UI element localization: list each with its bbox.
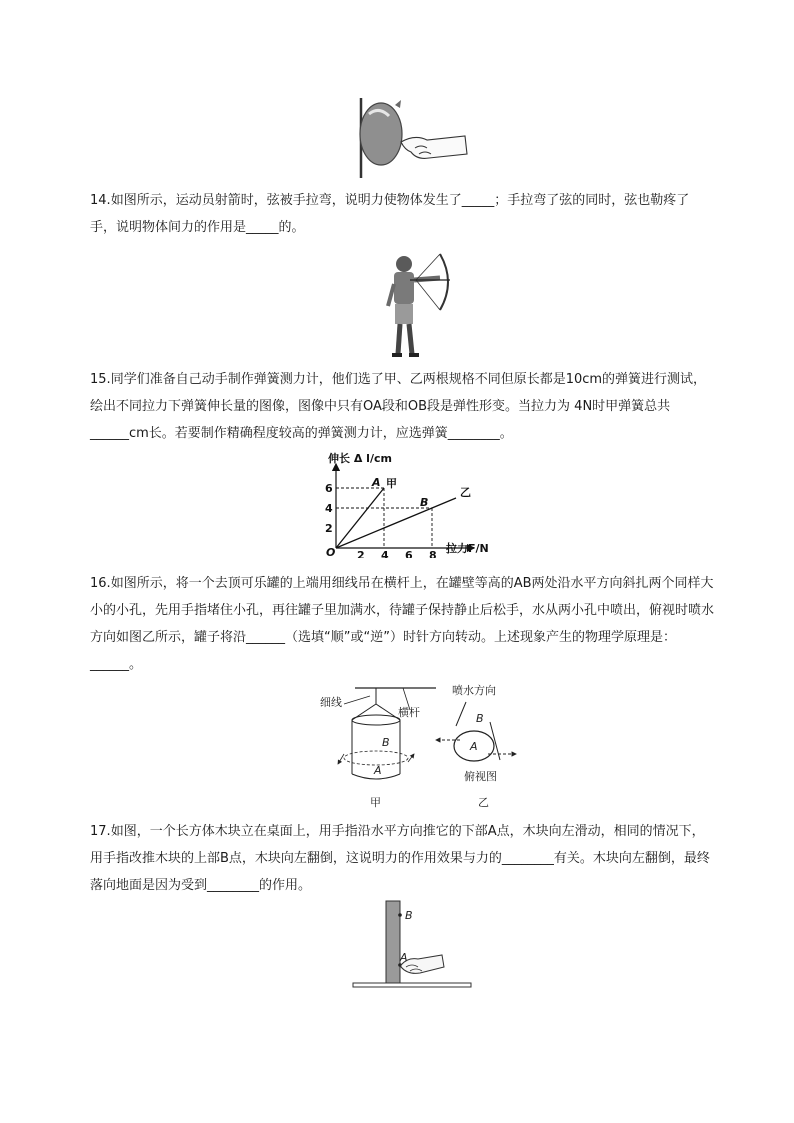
- wood-block: [386, 901, 400, 984]
- label-top-view: 俯视图: [464, 770, 497, 783]
- x-axis-label: 拉力F/N: [446, 542, 489, 555]
- question-text: 同学们准备自己动手制作弹簧测力计，他们选了甲、乙两根规格不同但原长都是10cm的弹簧进行测试，绘出不同拉力下弹簧伸长量的图像，图像中只有OA段和OB段是弹性形变。当拉力为 4N时甲弹簧总共______cm长。若要制作精确程度较高的弹簧测力计，应选弹簧________。: [90, 372, 707, 441]
- series-line-extension: [432, 498, 456, 508]
- question-14: [90, 187, 714, 241]
- question-number: 16.: [90, 576, 111, 591]
- label-point-a: A: [400, 951, 408, 964]
- spring-extension-chart: [300, 450, 510, 558]
- balloon-finger-figure: [355, 96, 470, 180]
- caption-jia: 甲: [370, 796, 381, 809]
- label-point-b-jia: B: [382, 736, 390, 749]
- question-number: 17.: [90, 824, 111, 839]
- label-point-a-yi: A: [470, 740, 478, 753]
- can-rotation-figure: [310, 682, 520, 812]
- point-label: A: [372, 476, 381, 489]
- y-tick-label: 6: [325, 482, 333, 495]
- question-17: [90, 818, 714, 899]
- question-number: 15.: [90, 372, 111, 387]
- question-text: 如图所示，运动员射箭时，弦被手拉弯，说明力使物体发生了_____；手拉弯了弦的同时，弦也勒疼了手，说明物体间力的作用是_____的。: [90, 193, 690, 235]
- question-text: 如图，一个长方体木块立在桌面上，用手指沿水平方向推它的下部A点，木块向左滑动，相同的情况下，用手指改推木块的上部B点，木块向左翻倒，这说明力的作用效果与力的________有关。木块向左翻倒，最终落向地面是因为受到________的作用。: [90, 824, 710, 893]
- table-surface: [353, 983, 471, 987]
- y-tick-label: 2: [325, 522, 333, 535]
- x-tick-label: 4: [381, 549, 389, 558]
- label-point-b: B: [405, 909, 413, 922]
- label-point-b-yi: B: [476, 712, 484, 725]
- series-name-label: 乙: [460, 486, 471, 499]
- wood-block-figure: [350, 895, 475, 995]
- label-crossbar: 横杆: [398, 706, 420, 719]
- x-tick-label: 8: [429, 549, 437, 558]
- question-16: [90, 570, 714, 678]
- y-tick-label: 4: [325, 502, 333, 515]
- y-axis-label: 伸长 Δ l/cm: [328, 452, 392, 465]
- question-15: [90, 366, 714, 447]
- origin-label: O: [326, 546, 336, 558]
- point-label: B: [420, 496, 429, 509]
- caption-yi: 乙: [478, 796, 489, 809]
- archer-figure: [370, 250, 452, 362]
- x-tick-label: 6: [405, 549, 413, 558]
- question-text: 如图所示，将一个去顶可乐罐的上端用细线吊在横杆上，在罐壁等高的AB两处沿水平方向斜扎两个同样大小的小孔，先用手指堵住小孔，再往罐子里加满水，待罐子保持静止后松手，水从两小孔中喷出，俯视时喷水方向如图乙所示，罐子将沿______（选填“顺”或“逆”）时针方向转动。上述现象产生的物理学原理是：______。: [90, 576, 715, 672]
- x-tick-label: 2: [357, 549, 365, 558]
- label-thread: 细线: [320, 696, 342, 709]
- label-point-a-jia: A: [374, 764, 382, 777]
- series-line: [336, 488, 384, 548]
- question-number: 14.: [90, 193, 111, 208]
- label-spray-direction: 喷水方向: [452, 684, 496, 697]
- series-name-label: 甲: [386, 477, 397, 490]
